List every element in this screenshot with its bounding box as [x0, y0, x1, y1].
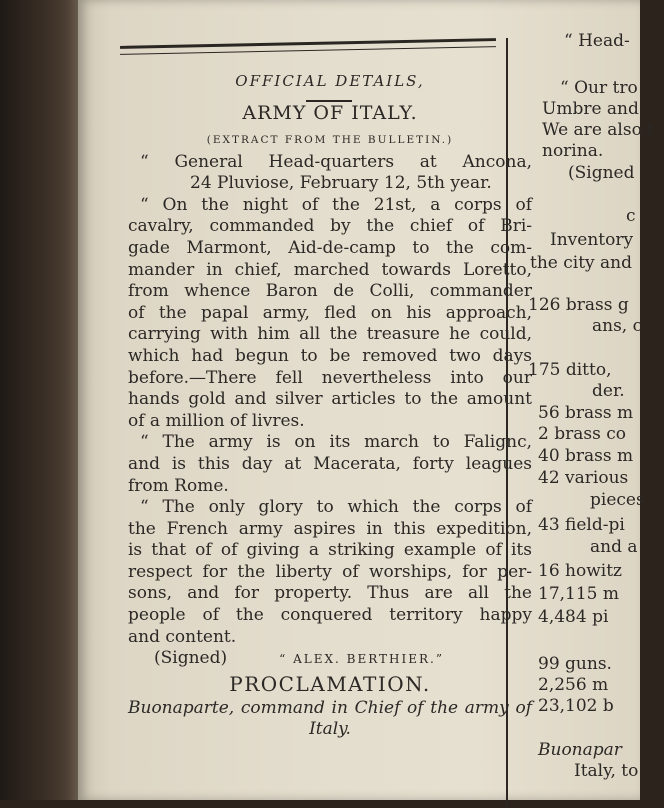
dateline-line: “ General Head-quarters at Ancona, — [140, 151, 532, 172]
headline-rule — [306, 100, 352, 102]
right-line: norina. — [542, 141, 604, 161]
proclamation-subline: Italy. — [309, 719, 351, 740]
dateline-line: 24 Pluviose, February 12, 5th year. — [190, 173, 492, 194]
right-line: der. — [592, 381, 625, 401]
headline: ARMY OF ITALY. — [242, 102, 418, 124]
right-line: (Signed — [568, 163, 635, 183]
body-line: of a million of livres. — [128, 410, 305, 431]
body-line: “ The only glory to which the corps of — [140, 497, 532, 518]
body-line: which had begun to be removed two days — [128, 345, 532, 366]
right-line: 42 various — [538, 468, 629, 488]
proclamation-subline: Buonaparte, command in Chief of the army of — [128, 697, 532, 718]
right-line: 2 brass co — [538, 424, 626, 444]
right-line: 17,115 m — [538, 584, 620, 604]
body-line: of the papal army, fled on his approach, — [128, 302, 532, 323]
masthead-bleed — [108, 0, 548, 12]
body-line: “ On the night of the 21st, a corps of — [140, 194, 532, 215]
right-line: We are also t — [542, 120, 655, 140]
body-line: carrying with him all the treasure he could, — [128, 324, 532, 345]
right-line: Buonapar — [538, 740, 622, 760]
signature — [128, 648, 532, 670]
signature-signed: (Signed) — [154, 648, 228, 669]
right-line: pieces — [590, 490, 645, 510]
body-line: respect for the liberty of worships, for per- — [128, 561, 532, 582]
body-line: before.—There fell nevertheless into our — [128, 367, 532, 388]
right-line: c — [626, 206, 636, 226]
body-line: the French army aspires in this expedition, — [128, 518, 532, 539]
proclamation-heading: PROCLAMATION. — [229, 671, 431, 696]
right-line: Inventory — [550, 230, 634, 250]
right-line: “ Head- — [564, 31, 630, 51]
newspaper-page — [78, 0, 655, 800]
right-line: 16 howitz — [538, 561, 622, 581]
body-line: mander in chief, marched towards Loretto, — [128, 259, 532, 280]
body-line: from Rome. — [128, 475, 229, 496]
body-line: and content. — [128, 626, 237, 647]
right-line: 4,484 pi — [538, 607, 609, 627]
body-line: sons, and for property. Thus are all the — [128, 583, 532, 604]
right-line: 126 brass g — [528, 295, 629, 315]
signature-name: “ ALEX. BERTHIER.” — [279, 652, 444, 667]
body-line: from whence Baron de Colli, commander — [128, 281, 532, 302]
extract-note: (EXTRACT FROM THE BULLETIN.) — [206, 134, 454, 146]
body-line: and is this day at Macerata, forty leagues — [128, 453, 532, 474]
body-line: hands gold and silver articles to the amount — [128, 389, 532, 410]
book-binding-edge — [0, 0, 82, 800]
right-line: 43 field-pi — [538, 515, 625, 535]
right-line: 56 brass m — [538, 403, 634, 423]
right-line: 175 ditto, — [528, 360, 612, 380]
right-line: ans, c — [592, 316, 643, 336]
right-line: and a — [590, 537, 638, 557]
left-column — [128, 66, 532, 741]
right-line: 2,256 m — [538, 675, 609, 695]
body-line: “ The army is on its march to Falignc, — [140, 432, 532, 453]
right-line: 40 brass m — [538, 446, 634, 466]
body-line: gade Marmont, Aid-de-camp to the com- — [128, 237, 532, 258]
right-line: “ Our tro — [560, 78, 638, 98]
body-line: is that of of giving a striking example of its — [128, 540, 532, 561]
right-line: 23,102 b — [538, 696, 614, 716]
right-line: 99 guns. — [538, 654, 612, 674]
body-line: people of the conquered territory happy — [128, 605, 532, 626]
right-line: Umbre and — [542, 99, 639, 119]
right-line: Italy, to — [574, 761, 639, 781]
right-line: the city and — [530, 253, 633, 273]
body-line: cavalry, commanded by the chief of Bri- — [128, 216, 532, 237]
section-label: OFFICIAL DETAILS, — [235, 72, 425, 90]
